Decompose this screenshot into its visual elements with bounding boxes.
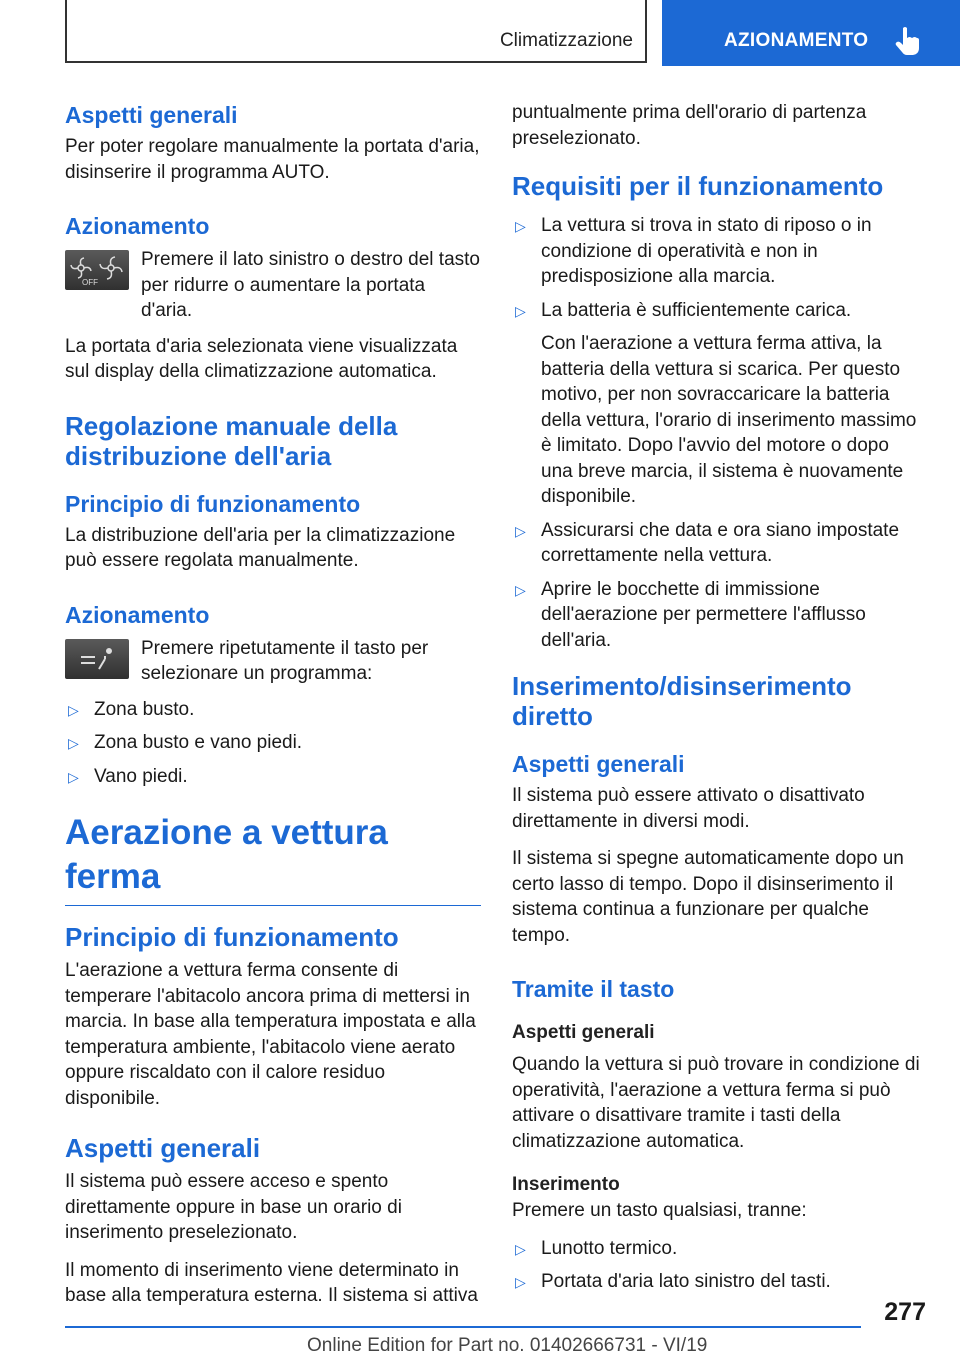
heading-azionamento-2: Azionamento xyxy=(65,601,210,628)
heading-aerazione-vettura-ferma: Aerazione a vettura ferma xyxy=(65,811,481,906)
para-azionamento-1: Premere il lato sinistro o destro del tasto per ridurre o aumentare la portata d'aria. xyxy=(141,249,480,321)
left-column xyxy=(65,100,481,1321)
para-portata-display: La portata d'aria selezionata viene visualizzata sul display della climatizzazione automatica. xyxy=(65,335,458,382)
list-item: ▷ Portata d'aria lato sinistro del tasti. xyxy=(512,1269,925,1295)
triangle-right-icon: ▷ xyxy=(515,1240,526,1257)
para-tramite: Quando la vettura si può trovare in condizione di operatività, l'aerazione a vettura ferma si può attivare o disattivare tramite i tasti della climatizzazione automatica. xyxy=(512,1054,920,1152)
para-inserimento: Premere un tasto qualsiasi, tranne: xyxy=(512,1200,807,1221)
triangle-right-icon: ▷ xyxy=(515,302,526,319)
fan-button-icon xyxy=(65,250,129,290)
triangle-right-icon: ▷ xyxy=(68,735,79,751)
heading-inserimento-diretto: Inserimento/disinserimento diretto xyxy=(512,671,852,731)
list-item: ▷ La vettura si trova in stato di riposo o in condizione di operatività e non in predisposizione alla marcia. xyxy=(515,215,872,287)
para-aspetti-3b: Il sistema si spegne automaticamente dopo un certo lasso di tempo. Dopo il disinserimento il sistema continua a funzionare per qualche tempo. xyxy=(512,848,904,946)
footer-edition: Online Edition for Part no. 01402666731 - VI/19 xyxy=(307,1335,708,1356)
heading-aspetti-generali-1: Aspetti generali xyxy=(65,102,238,128)
heading-azionamento-1: Azionamento xyxy=(65,213,210,239)
list-item: ▷ Aprire le bocchette di immissione dell'aerazione per permettere l'afflusso dell'aria. xyxy=(515,578,866,651)
header-section-box xyxy=(65,0,647,63)
list-item: ▷ Assicurarsi che data e ora siano impostate correttamente nella vettura. xyxy=(515,519,900,566)
heading-regolazione-manuale: Regolazione manuale della distribuzione dell'aria xyxy=(65,410,398,471)
header-section-title: Climatizzazione xyxy=(499,30,633,51)
heading-principio-2: Principio di funzionamento xyxy=(65,922,399,952)
list-item: ▷ Zona busto. xyxy=(65,697,481,723)
list-programmi xyxy=(65,697,481,790)
para-principio-1: La distribuzione dell'aria per la climatizzazione può essere regolata manualmente. xyxy=(65,524,456,571)
triangle-right-icon: ▷ xyxy=(515,522,526,539)
heading-principio-1: Principio di funzionamento xyxy=(65,490,361,517)
footer-rule xyxy=(65,1326,861,1328)
list-tranne xyxy=(512,1236,925,1295)
pointing-hand-icon xyxy=(894,26,920,56)
list-item: ▷ Vano piedi. xyxy=(65,764,481,790)
heading-requisiti: Requisiti per il funzionamento xyxy=(512,171,884,201)
para-azionamento-2: Premere ripetutamente il tasto per selezionare un programma: xyxy=(141,637,429,684)
header-tab[interactable] xyxy=(662,0,960,66)
para-aspetti-generali-1: Per poter regolare manualmente la portata d'aria, disinserire il programma AUTO. xyxy=(65,136,480,183)
heading-aspetti-generali-3: Aspetti generali xyxy=(512,751,685,777)
air-distribution-button-icon xyxy=(65,639,129,679)
para-aspetti-3a: Il sistema può essere attivato o disattivato direttamente in diversi modi. xyxy=(512,785,865,832)
header-tab-label: AZIONAMENTO xyxy=(724,30,869,51)
list-item: ▷ Zona busto e vano piedi. xyxy=(65,730,481,756)
para-principio-2: L'aerazione a vettura ferma consente di temperare l'abitacolo ancora prima di mettersi in marcia. In base alla temperatura impostata e alla temperatura ambiente, l'abitacolo viene aerato oppure riscaldato con il calore residuo disponibile. xyxy=(65,960,476,1109)
svg-text:OFF: OFF xyxy=(82,278,98,287)
operation-portata xyxy=(65,247,481,324)
para-aspetti-generali-2b: Il momento di inserimento viene determinato in base alla temperatura esterna. Il sistema si attiva xyxy=(65,1259,478,1306)
heading-tramite-il-tasto: Tramite il tasto xyxy=(512,976,675,1002)
list-item: ▷ Lunotto termico. xyxy=(512,1236,925,1262)
list-item: ▷ La batteria è sufficientemente carica. Con l'aerazione a vettura ferma attiva, la batteria della vettura si scarica. Per questo motivo, per non sovraccaricare la batteria della vettura, l'orario di inserimento massimo è limitato. Dopo l'avvio del motore o dopo una breve marcia, il sistema è nuovamente disponibile. xyxy=(515,299,917,507)
heading-aspetti-generali-2: Aspetti generali xyxy=(65,1133,261,1163)
triangle-right-icon: ▷ xyxy=(68,701,79,718)
triangle-right-icon: ▷ xyxy=(515,218,526,234)
subheading-aspetti-generali: Aspetti generali xyxy=(512,1022,655,1043)
operation-programma xyxy=(65,636,481,687)
para-continuation: puntualmente prima dell'orario di partenza preselezionato. xyxy=(512,102,867,149)
triangle-right-icon: ▷ xyxy=(68,768,79,785)
subheading-inserimento: Inserimento xyxy=(512,1174,620,1195)
para-aspetti-generali-2a: Il sistema può essere acceso e spento direttamente oppure in base un orario di inserimento preselezionato. xyxy=(65,1171,402,1243)
page-header xyxy=(0,0,960,66)
triangle-right-icon: ▷ xyxy=(515,581,526,598)
right-column xyxy=(512,100,925,1303)
triangle-right-icon: ▷ xyxy=(515,1274,526,1290)
page-number: 277 xyxy=(884,1298,926,1326)
list-requisiti xyxy=(512,213,925,653)
